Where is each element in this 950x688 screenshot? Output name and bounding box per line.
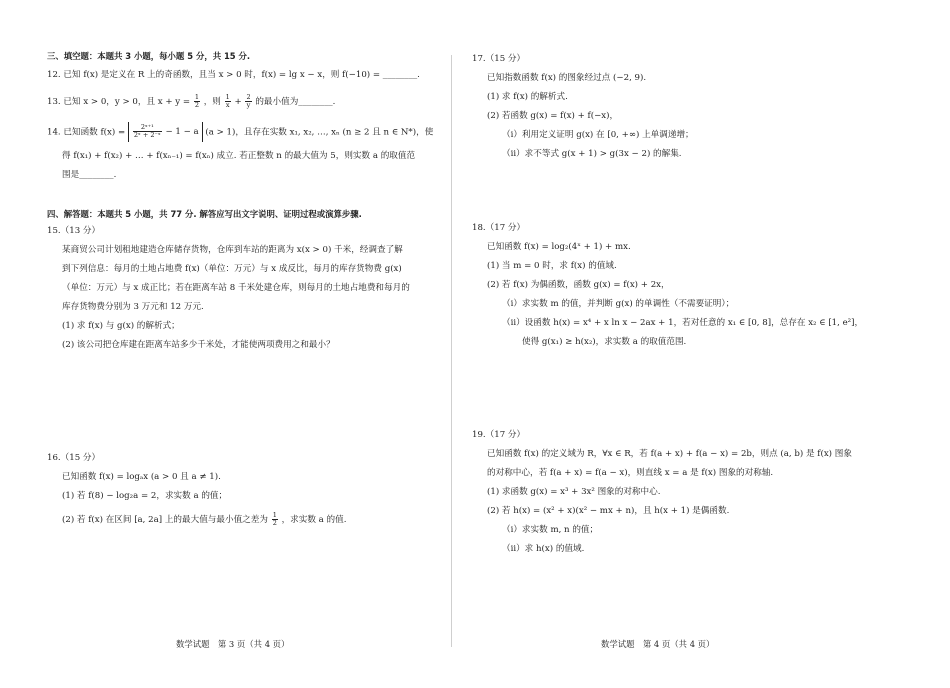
question-16-part1: (1) 若 f(8) − log₂a = 2，求实数 a 的值； bbox=[62, 491, 228, 501]
fraction: $\frac{1}{x}$ bbox=[225, 93, 230, 109]
question-19-part1: (1) 求函数 g(x) = x³ + 3x² 图象的对称中心. bbox=[487, 487, 661, 497]
question-18-part2: (2) 若 f(x) 为偶函数，函数 g(x) = f(x) + 2x， bbox=[487, 280, 670, 290]
question-17-part1: (1) 求 f(x) 的解析式. bbox=[487, 92, 568, 102]
question-18-text: 已知函数 f(x) = log₂(4ˣ + 1) + mx. bbox=[487, 242, 631, 252]
fraction: $\frac{\text{2ˣ⁺¹}}{\text{2ˣ + 2⁻ˣ}}$ bbox=[133, 123, 161, 139]
question-16-part2: (2) 若 f(x) 在区间 [a, 2a] 上的最大值与最小值之差为 $\frac{1}{2}$ ，求实数 a 的值. bbox=[62, 511, 347, 527]
fraction: $\frac{1}{2}$ bbox=[194, 93, 199, 109]
page-footer-3: 数学试题 第 3 页（共 4 页） bbox=[176, 639, 290, 649]
page-footer-4: 数学试题 第 4 页（共 4 页） bbox=[601, 639, 715, 649]
question-19-part2: (2) 若 h(x) = (x² + x)(x² − mx + n)，且 h(x + 1) 是偶函数. bbox=[487, 506, 730, 516]
question-14-line2: 得 f(x₁) + f(x₂) + … + f(xₙ₋₁) = f(xₙ) 成立. 若正整数 n 的最大值为 5，则实数 a 的取值范 bbox=[62, 151, 416, 161]
question-19-part2ii: （ⅱ）求 h(x) 的值域. bbox=[502, 544, 585, 554]
question-18-part1: (1) 当 m = 0 时，求 f(x) 的值域. bbox=[487, 261, 617, 271]
question-17-part2: (2) 若函数 g(x) = f(x) + f(−x)， bbox=[487, 111, 619, 121]
question-19-text: 的对称中心，若 f(a + x) = f(a − x)，则直线 x = a 是 f(x) 图象的对称轴. bbox=[487, 468, 774, 478]
page-divider bbox=[451, 55, 452, 647]
question-18-part2ii-cont: 使得 g(x₁) ≥ h(x₂)，求实数 a 的取值范围. bbox=[522, 337, 687, 347]
question-18-part2i: （ⅰ）求实数 m 的值，并判断 g(x) 的单调性（不需要证明）； bbox=[502, 299, 735, 309]
question-14-line3: 围是________. bbox=[62, 170, 117, 180]
question-17-part2ii: （ⅱ）求不等式 g(x + 1) > g(3x − 2) 的解集. bbox=[502, 149, 682, 159]
question-17-title: 17.（15 分） bbox=[472, 54, 526, 64]
question-12: 12. 已知 f(x) 是定义在 R 上的奇函数，且当 x > 0 时，f(x) = lg x − x，则 f(−10) = ________. bbox=[47, 70, 420, 80]
question-18-part2ii: （ⅱ）设函数 h(x) = x⁴ + x ln x − 2ax + 1，若对任意的 x₁ ∈ [0, 8]，总存在 x₂ ∈ [1, e²]， bbox=[502, 318, 864, 328]
fraction: $\frac{1}{2}$ bbox=[272, 511, 277, 527]
question-15-text: 库存货物费分别为 3 万元和 12 万元. bbox=[62, 302, 204, 312]
question-15-part1: (1) 求 f(x) 与 g(x) 的解析式； bbox=[62, 321, 180, 331]
question-14: 14. 已知函数 f(x) = $\frac{\text{2ˣ⁺¹}}{\text{2ˣ + 2⁻ˣ}}$ − 1 − a (a > 1)，且存在实数 x₁, x₂, …, xₙ (n ≥ 2 且 n ∈ N*)，使 bbox=[47, 122, 433, 143]
section4-heading: 四、解答题：本题共 5 小题，共 77 分. 解答应写出文字说明、证明过程或演算步骤. bbox=[47, 209, 362, 219]
question-13: 13. 已知 x > 0，y > 0，且 x + y = $\frac{1}{2}$ ，则 $\frac{1}{x}$ + $\frac{2}{y}$ 的最小值为________. bbox=[47, 93, 336, 109]
absolute-value: $\frac{\text{2ˣ⁺¹}}{\text{2ˣ + 2⁻ˣ}}$ − 1 − a bbox=[128, 122, 203, 142]
question-19-title: 19.（17 分） bbox=[472, 430, 526, 440]
question-15-text: 到下列信息：每月的土地占地费 f(x)（单位：万元）与 x 成反比，每月的库存货物费 g(x) bbox=[62, 264, 402, 274]
question-19-part2i: （ⅰ）求实数 m, n 的值； bbox=[502, 525, 599, 535]
question-16-title: 16.（15 分） bbox=[47, 453, 101, 463]
fraction: $\frac{2}{y}$ bbox=[246, 93, 251, 109]
question-15-text: （单位：万元）与 x 成正比；若在距离车站 8 千米处建仓库，则每月的土地占地费和每月的 bbox=[62, 283, 410, 293]
question-18-title: 18.（17 分） bbox=[472, 223, 526, 233]
question-19-text: 已知函数 f(x) 的定义域为 R，∀x ∈ R，若 f(a + x) + f(a − x) = 2b，则点 (a, b) 是 f(x) 图象 bbox=[487, 449, 852, 459]
section3-heading: 三、填空题：本题共 3 小题，每小题 5 分，共 15 分. bbox=[47, 51, 251, 61]
question-17-part2i: （ⅰ）利用定义证明 g(x) 在 [0, +∞) 上单调递增； bbox=[502, 130, 694, 140]
question-17-text: 已知指数函数 f(x) 的图象经过点 (−2, 9). bbox=[487, 73, 647, 83]
question-15-part2: (2) 该公司把仓库建在距离车站多少千米处，才能使两项费用之和最小？ bbox=[62, 340, 335, 350]
question-15-text: 某商贸公司计划租地建造仓库储存货物，仓库到车站的距离为 x(x > 0) 千米，经调查了解 bbox=[62, 245, 403, 255]
question-15-title: 15.（13 分） bbox=[47, 226, 101, 236]
question-16-text: 已知函数 f(x) = logₐx (a > 0 且 a ≠ 1). bbox=[62, 472, 221, 482]
